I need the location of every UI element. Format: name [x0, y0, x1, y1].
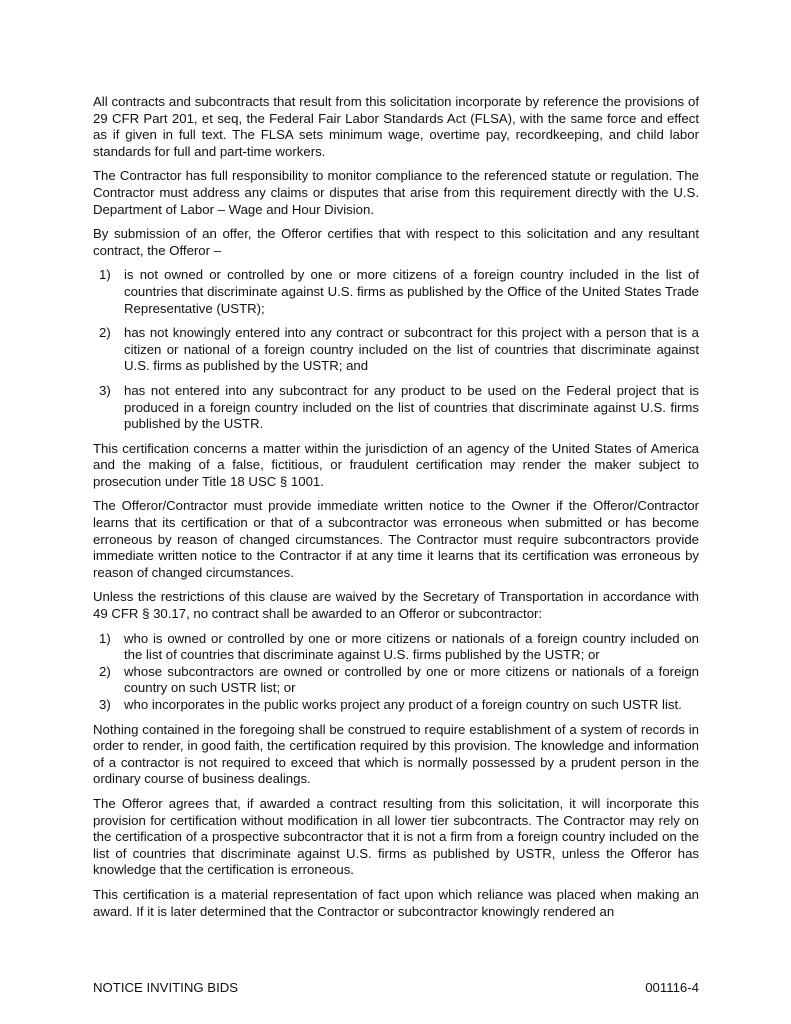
- list-item-text: has not entered into any subcontract for any product to be used on the Federal project that is produced in a foreign country included on the list of countries that discriminate against U.S. firms published by the USTR.: [124, 382, 699, 432]
- list-item-text: is not owned or controlled by one or more citizens of a foreign country included in the list of countries that discriminate against U.S. firms as published by the Office of the United States Trade Representative (USTR);: [124, 267, 699, 316]
- paragraph-jurisdiction: This certification concerns a matter within the jurisdiction of an agency of the United States of America and the making of a false, fictitious, or fraudulent certification may render the maker subject to prosecution under Title 18 USC § 1001.: [93, 440, 699, 489]
- list-item: [93, 697, 699, 714]
- paragraph-restrictions: Unless the restrictions of this clause are waived by the Secretary of Transportation in accordance with 49 CFR § 30.17, no contract shall be awarded to an Offeror or subcontractor:: [93, 589, 699, 622]
- list-number: 2): [99, 663, 111, 679]
- list-item: [93, 631, 699, 664]
- list-item-text: who is owned or controlled by one or more citizens or nationals of a foreign country included on the list of countries that discriminate against U.S. firms published by the USTR; or: [124, 630, 699, 663]
- list-number: 1): [99, 630, 111, 646]
- document-body: [93, 94, 699, 928]
- list-number: 3): [99, 382, 111, 398]
- paragraph-material-representation: This certification is a material representation of fact upon which reliance was placed when making an award. If it is later determined that the Contractor or subcontractor knowingly rendered an: [93, 886, 699, 919]
- list-item-text: who incorporates in the public works project any product of a foreign country on such USTR list.: [124, 697, 682, 712]
- award-restriction-list: [93, 631, 699, 714]
- list-number: 2): [99, 325, 111, 341]
- paragraph-written-notice: The Offeror/Contractor must provide immediate written notice to the Owner if the Offeror/Contractor learns that its certification or that of a subcontractor was erroneous when submitted or has become erroneous by reason of changed circumstances. The Contractor must require subcontractors provide immediate written notice to the Contractor if at any time it learns that its certification was erroneous by reason of changed circumstances.: [93, 498, 699, 580]
- page-footer: [93, 980, 699, 995]
- paragraph-flsa: All contracts and subcontracts that result from this solicitation incorporate by reference the provisions of 29 CFR Part 201, et seq, the Federal Fair Labor Standards Act (FLSA), with the same force and effect as if given in full text. The FLSA sets minimum wage, overtime pay, recordkeeping, and child labor standards for full and part-time workers.: [93, 94, 699, 159]
- list-item: [93, 325, 699, 375]
- page-number: 001116-4: [645, 980, 699, 995]
- list-item: [93, 664, 699, 697]
- list-number: 1): [99, 267, 111, 283]
- paragraph-offeror-certifies: By submission of an offer, the Offeror certifies that with respect to this solicitation and any resultant contract, the Offeror –: [93, 226, 699, 258]
- paragraph-lower-tier: The Offeror agrees that, if awarded a contract resulting from this solicitation, it will incorporate this provision for certification without modification in all lower tier subcontracts. The Contractor may rely on the certification of a prospective subcontractor that it is not a firm from a foreign country included on the list of countries that discriminate against U.S. firms as published by USTR, unless the Offeror has knowledge that the certification is erroneous.: [93, 795, 699, 878]
- list-item: [93, 267, 699, 317]
- list-number: 3): [99, 697, 111, 712]
- footer-document-title: NOTICE INVITING BIDS: [93, 980, 239, 995]
- paragraph-contractor-responsibility: The Contractor has full responsibility to monitor compliance to the referenced statute or regulation. The Contractor must address any claims or disputes that arise from this requirement directly with the U.S. Department of Labor – Wage and Hour Division.: [93, 168, 699, 217]
- offeror-certification-list: [93, 267, 699, 432]
- list-item-text: has not knowingly entered into any contract or subcontract for this project with a person that is a citizen or national of a foreign country included on the list of countries that discriminate against U.S. firms as published by the USTR; and: [124, 325, 699, 374]
- list-item-text: whose subcontractors are owned or controlled by one or more citizens or nationals of a foreign country on such USTR list; or: [124, 663, 699, 696]
- list-item: [93, 383, 699, 433]
- paragraph-records: Nothing contained in the foregoing shall be construed to require establishment of a system of records in order to render, in good faith, the certification required by this provision. The knowledge and information of a contractor is not required to exceed that which is normally possessed by a prudent person in the ordinary course of business dealings.: [93, 721, 699, 787]
